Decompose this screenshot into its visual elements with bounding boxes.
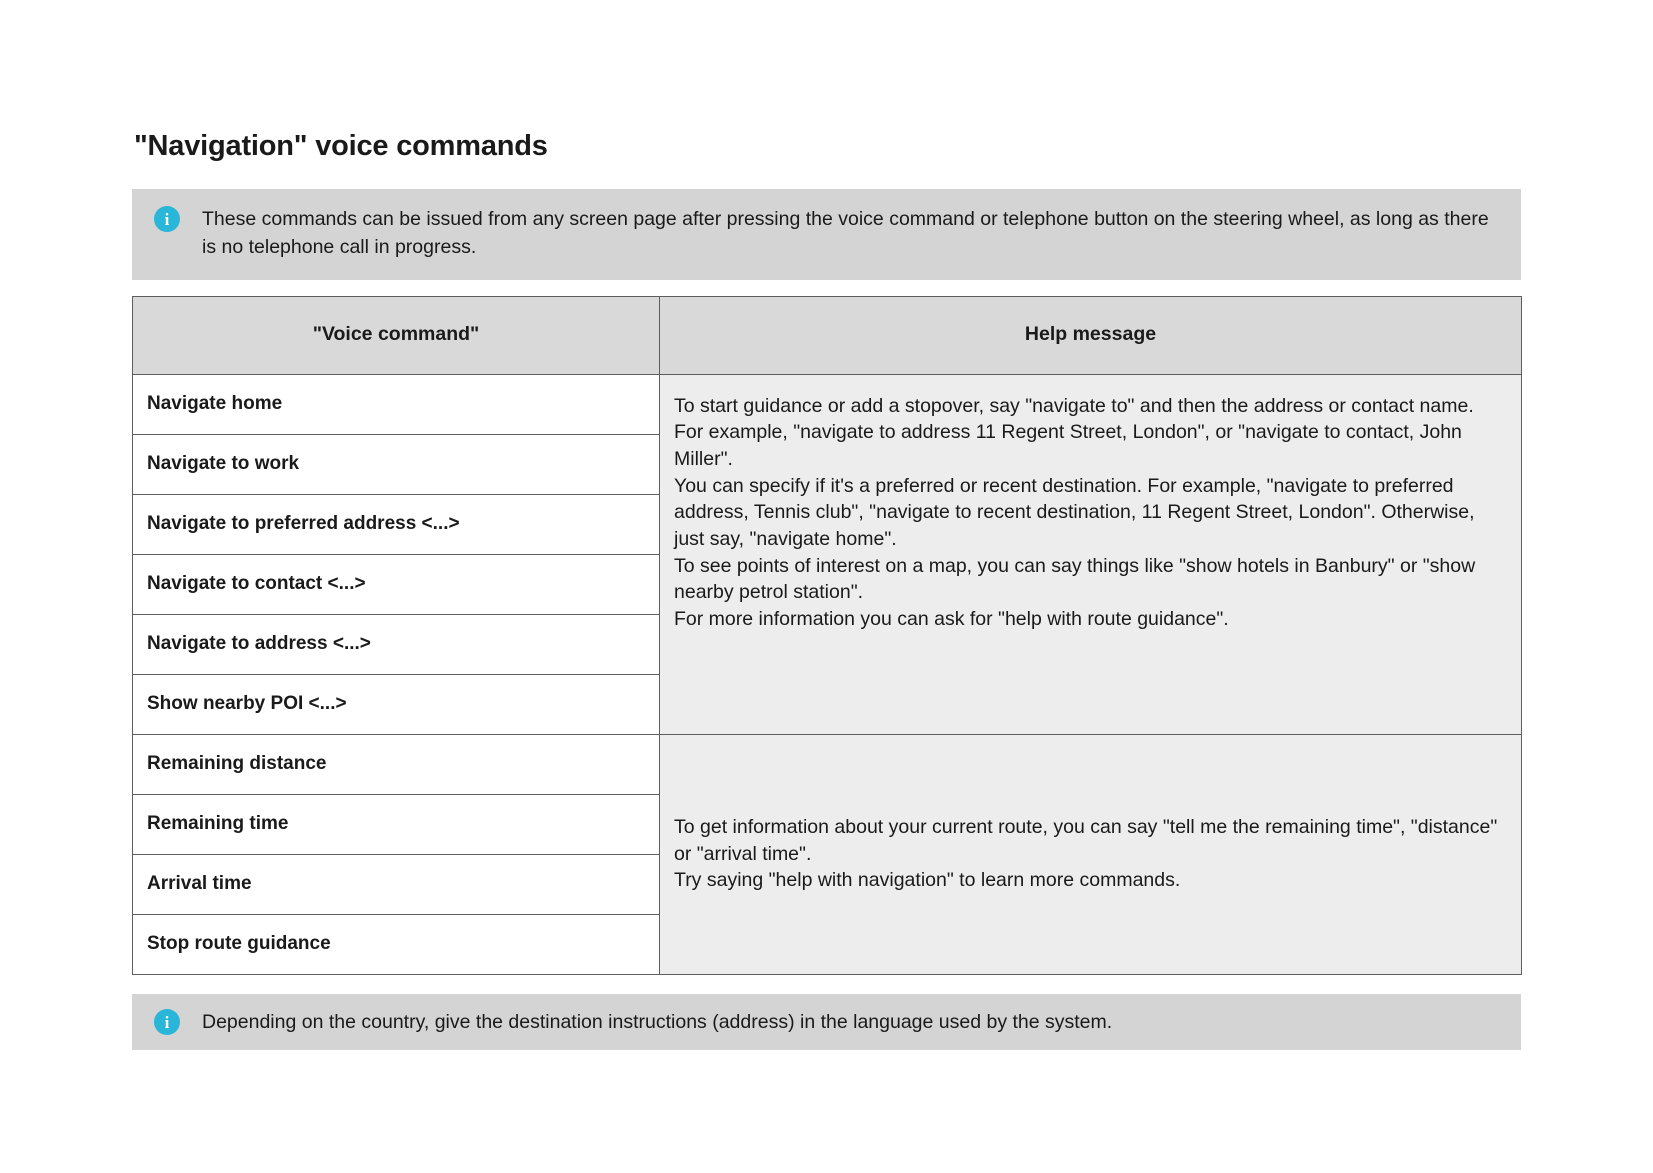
command-cell: Remaining distance <box>133 734 660 794</box>
help-line: To get information about your current route, you can say "tell me the remaining time", "distance" or "arrival time". <box>674 815 1498 865</box>
command-cell: Remaining time <box>133 794 660 854</box>
help-line: To see points of interest on a map, you can say things like "show hotels in Banbury" or "show nearby petrol station". <box>674 554 1476 604</box>
table-row <box>133 734 1522 794</box>
info-icon: i <box>154 206 180 232</box>
help-message-cell-group-1 <box>660 374 1522 734</box>
command-cell: Navigate to contact <...> <box>133 554 660 614</box>
help-line: For example, "navigate to address 11 Regent Street, London", or "navigate to contact, John Miller". <box>674 421 1462 470</box>
command-cell: Navigate home <box>133 374 660 434</box>
table-body <box>133 374 1522 974</box>
command-cell: Navigate to preferred address <...> <box>133 494 660 554</box>
help-line: You can specify if it's a preferred or recent destination. For example, "navigate to preferred address, Tennis club", "navigate to recent destination, 11 Regent Street, London". Otherwise, just say, "navigate home". <box>674 474 1475 551</box>
help-line: Try saying "help with navigation" to learn more commands. <box>674 869 1181 892</box>
info-icon: i <box>154 1009 180 1035</box>
bottom-note-box <box>132 994 1521 1050</box>
table-header-row <box>133 296 1522 374</box>
command-cell: Stop route guidance <box>133 914 660 974</box>
header-help-message: Help message <box>660 296 1522 374</box>
command-cell: Arrival time <box>133 854 660 914</box>
voice-commands-table <box>132 296 1522 975</box>
help-message-cell-group-2 <box>660 734 1522 974</box>
table-header <box>133 296 1522 374</box>
help-line: For more information you can ask for "help with route guidance". <box>674 608 1229 631</box>
table-row <box>133 374 1522 434</box>
top-note-box <box>132 189 1521 280</box>
command-cell: Navigate to address <...> <box>133 614 660 674</box>
command-cell: Show nearby POI <...> <box>133 674 660 734</box>
header-voice-command: "Voice command" <box>133 296 660 374</box>
bottom-note-text: Depending on the country, give the destination instructions (address) in the language used by the system. <box>202 1010 1113 1033</box>
help-line: To start guidance or add a stopover, say "navigate to" and then the address or contact name. <box>674 394 1474 417</box>
command-cell: Navigate to work <box>133 434 660 494</box>
top-note-text: These commands can be issued from any screen page after pressing the voice command or telephone button on the steering wheel, as long as there is no telephone call in progress. <box>202 208 1489 259</box>
page-title: "Navigation" voice commands <box>134 130 548 162</box>
